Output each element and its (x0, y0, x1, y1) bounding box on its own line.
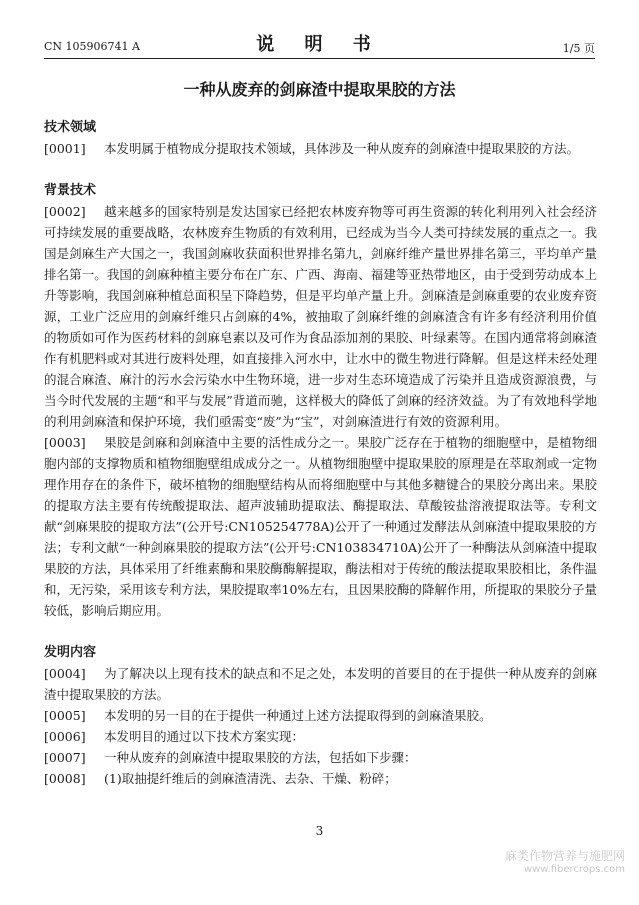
watermark-url: www.fibercrops.com (523, 864, 625, 875)
paragraph-id: [0005] (44, 708, 86, 723)
paragraph (44, 663, 597, 705)
paragraph-id: [0007] (44, 750, 86, 765)
paragraph (44, 432, 597, 621)
paragraph-text: 果胶是剑麻和剑麻渣中主要的活性成分之一。果胶广泛存在于植物的细胞壁中，是植物细胞内部的支撑物质和植物细胞壁组成成分之一。从植物细胞壁中提取果胶的原理是在萃取剂或一定物理作用存在的条件下，破坏植物的细胞壁结构从而将细胞壁中与其他多糖键合的果胶分离出来。果胶的提取方法主要有传统酸提取法、超声波辅助提取法、酶提取法、草酸铵盐溶液提取法等。专利文献“剑麻果胶的提取方法”(公开号:CN105254778A)公开了一种通过发酵法从剑麻渣中提取果胶的方法；专利文献“一种剑麻果胶的提取方法”(公开号:CN103834710A)公开了一种酶法从剑麻渣中提取果胶的方法，具体采用了纤维素酶和果胶酶酶解提取，酶法相对于传统的酸法提取果胶相比，条件温和，无污染，采用该专利方法，果胶提取率10%左右，且因果胶酶的降解作用，所提取的果胶分子量较低，影响后期应用。 (44, 435, 597, 618)
paragraph (44, 726, 597, 747)
paragraph-text: 本发明属于植物成分提取技术领域，具体涉及一种从废弃的剑麻渣中提取果胶的方法。 (104, 141, 580, 156)
page-indicator: 1/5 页 (562, 42, 595, 55)
header-rule (44, 58, 595, 59)
section-heading-summary: 发明内容 (44, 645, 97, 660)
patent-number: CN 105906741 A (44, 40, 140, 53)
paragraph-id: [0002] (44, 204, 86, 219)
page-number: 3 (315, 824, 324, 838)
paragraph (44, 768, 597, 789)
document-title: 一种从废弃的剑麻渣中提取果胶的方法 (183, 80, 456, 99)
watermark (505, 847, 625, 875)
paragraph-text: 越来越多的国家特别是发达国家已经把农林废弃物等可再生资源的转化利用列入社会经济可持续发展的重要战略，农林废弃生物质的有效利用，已经成为当今人类可持续发展的重点之一。我国是剑麻生产大国之一，我国剑麻收获面积世界排名第九，剑麻纤维产量世界排名第三，平均单产量排名第一。我国的剑麻种植主要分布在广东、广西、海南、福建等亚热带地区，由于受到劳动成本上升等影响，我国剑麻种植总面积呈下降趋势，但是平均单产量上升。剑麻渣是剑麻重要的农业废弃资源，工业广泛应用的剑麻纤维只占剑麻的4%，被抽取了剑麻纤维的剑麻渣含有许多有经济利用价值的物质如可作为医药材料的剑麻皂素以及可作为食品添加剂的果胶、叶绿素等。在国内通常将剑麻渣作有机肥料或对其进行废料处理，如直接排入河水中，让水中的微生物进行降解。但是这样未经处理的混合麻渣、麻汁的污水会污染水中生物环境，进一步对生态环境造成了污染并且造成资源浪费，与当今时代发展的主题“和平与发展”背道而驰，这样极大的降低了剑麻的经济效益。为了有效地科学地的利用剑麻渣和保护环境，我们亟需变“废”为“宝”，对剑麻渣进行有效的资源利用。 (44, 204, 597, 429)
paragraph-id: [0008] (44, 771, 86, 786)
document-body (44, 117, 597, 789)
paragraph-id: [0001] (44, 141, 86, 156)
paragraph-text: 本发明目的通过以下技术方案实现： (104, 729, 305, 744)
paragraph-text: 为了解决以上现有技术的缺点和不足之处，本发明的首要目的在于提供一种从废弃的剑麻渣中提取果胶的方法。 (44, 666, 597, 702)
paragraph (44, 138, 597, 159)
paragraph-text: (1)取抽提纤维后的剑麻渣清洗、去杂、干燥、粉碎； (104, 771, 397, 786)
paragraph-text: 本发明的另一目的在于提供一种通过上述方法提取得到的剑麻渣果胶。 (104, 708, 492, 723)
paragraph-id: [0004] (44, 666, 86, 681)
paragraph (44, 705, 597, 726)
paragraph-id: [0003] (44, 435, 86, 450)
header-title: 说 明 书 (256, 34, 383, 55)
watermark-site-name: 麻类作物营养与施肥网 (504, 849, 625, 863)
section-heading-tech-field: 技术领域 (44, 120, 97, 135)
paragraph-id: [0006] (44, 729, 86, 744)
page-header (0, 0, 639, 64)
paragraph-text: 一种从废弃的剑麻渣中提取果胶的方法，包括如下步骤： (104, 750, 417, 765)
paragraph (44, 747, 597, 768)
section-heading-background: 背景技术 (44, 183, 97, 198)
paragraph (44, 201, 597, 432)
